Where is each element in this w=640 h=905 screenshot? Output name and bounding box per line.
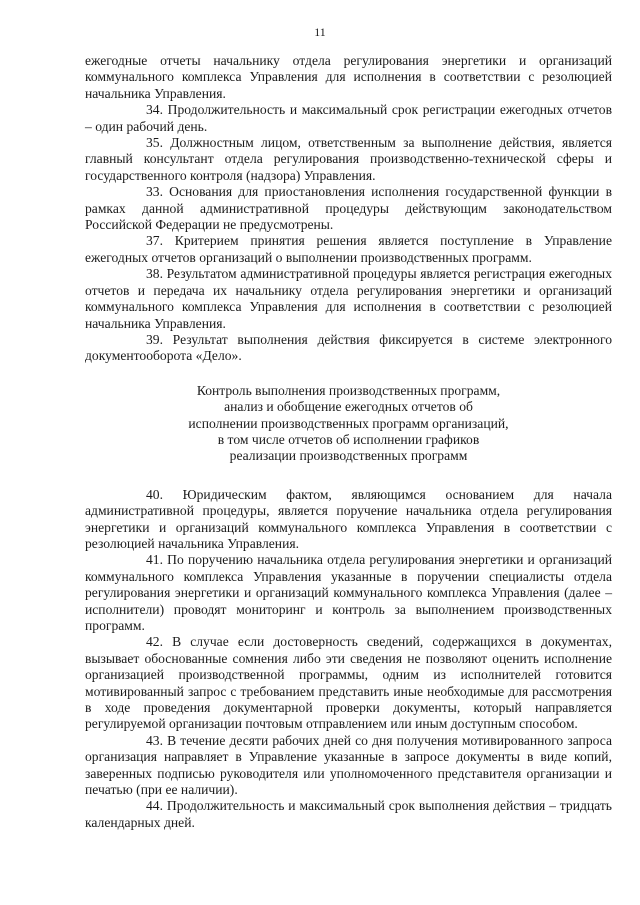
paragraph-38: 38. Результатом административной процедуры является регистрация ежегодных отчетов и передача их начальнику отдела регулирования энергетики и организаций коммунального комплекса Управления для исполнения в соответствии с резолюцией начальника Управления. bbox=[85, 266, 612, 331]
heading-line: анализ и обобщение ежегодных отчетов об bbox=[224, 399, 473, 415]
paragraph-40: 40. Юридическим фактом, являющимся основанием для начала административной процедуры, является поручение начальника отдела регулирования энергетики и организаций коммунального комплекса Управления в соответствии с резолюцией начальника Управления. bbox=[85, 486, 612, 551]
paragraph-33: 33. Основания для приостановления исполнения государственной функции в рамках данной административной процедуры действующим законодательством Российской Федерации не предусмотрены. bbox=[85, 184, 612, 233]
paragraph-42: 42. В случае если достоверность сведений, содержащихся в документах, вызывает обоснованные сомнения либо эти сведения не позволяют оценить исполнение организацией производственной программы, одним из исполнителей готовится мотивированный запрос с требованием представить иные необходимые для рассмотрения в ходе проведения документарной проверки документы, который направляется регулируемой организации почтовым отправлением или иным доступным способом. bbox=[85, 634, 612, 732]
heading-line: в том числе отчетов об исполнении графиков bbox=[217, 431, 480, 447]
section-heading bbox=[85, 383, 612, 465]
body-text bbox=[85, 53, 612, 831]
heading-line: исполнении производственных программ организаций, bbox=[188, 415, 509, 431]
paragraph-continuation: ежегодные отчеты начальнику отдела регулирования энергетики и организаций коммунального комплекса Управления для исполнения в соответствии с резолюцией начальника Управления. bbox=[85, 53, 612, 101]
page-number: 11 bbox=[314, 25, 326, 39]
paragraph-44: 44. Продолжительность и максимальный срок выполнения действия – тридцать календарных дней. bbox=[85, 798, 612, 830]
paragraph-43: 43. В течение десяти рабочих дней со дня получения мотивированного запроса организация направляет в Управление указанные в запросе документы в виде копий, заверенных подписью руководителя или уполномоченного представителя организации и печатью (при ее наличии). bbox=[85, 732, 612, 798]
paragraph-41: 41. По поручению начальника отдела регулирования энергетики и организаций коммунального комплекса Управления указанные в поручении специалисты отдела регулирования энергетики и организаций коммунального комплекса Управления (далее – исполнители) проводят мониторинг и контроль за выполнением производственных программ. bbox=[85, 552, 612, 633]
heading-line: реализации производственных программ bbox=[229, 448, 468, 464]
paragraph-39: 39. Результат выполнения действия фиксируется в системе электронного документооборота «Дело». bbox=[85, 331, 612, 364]
paragraph-35: 35. Должностным лицом, ответственным за выполнение действия, является главный консультант отдела регулирования производственно-технической сферы и государственного контроля (надзора) Управления. bbox=[85, 135, 612, 183]
paragraph-37: 37. Критерием принятия решения является поступление в Управление ежегодных отчетов организаций о выполнении производственных программ. bbox=[85, 233, 612, 265]
paragraph-34: 34. Продолжительность и максимальный срок регистрации ежегодных отчетов – один рабочий день. bbox=[85, 102, 612, 134]
heading-line: Контроль выполнения производственных программ, bbox=[196, 382, 501, 398]
